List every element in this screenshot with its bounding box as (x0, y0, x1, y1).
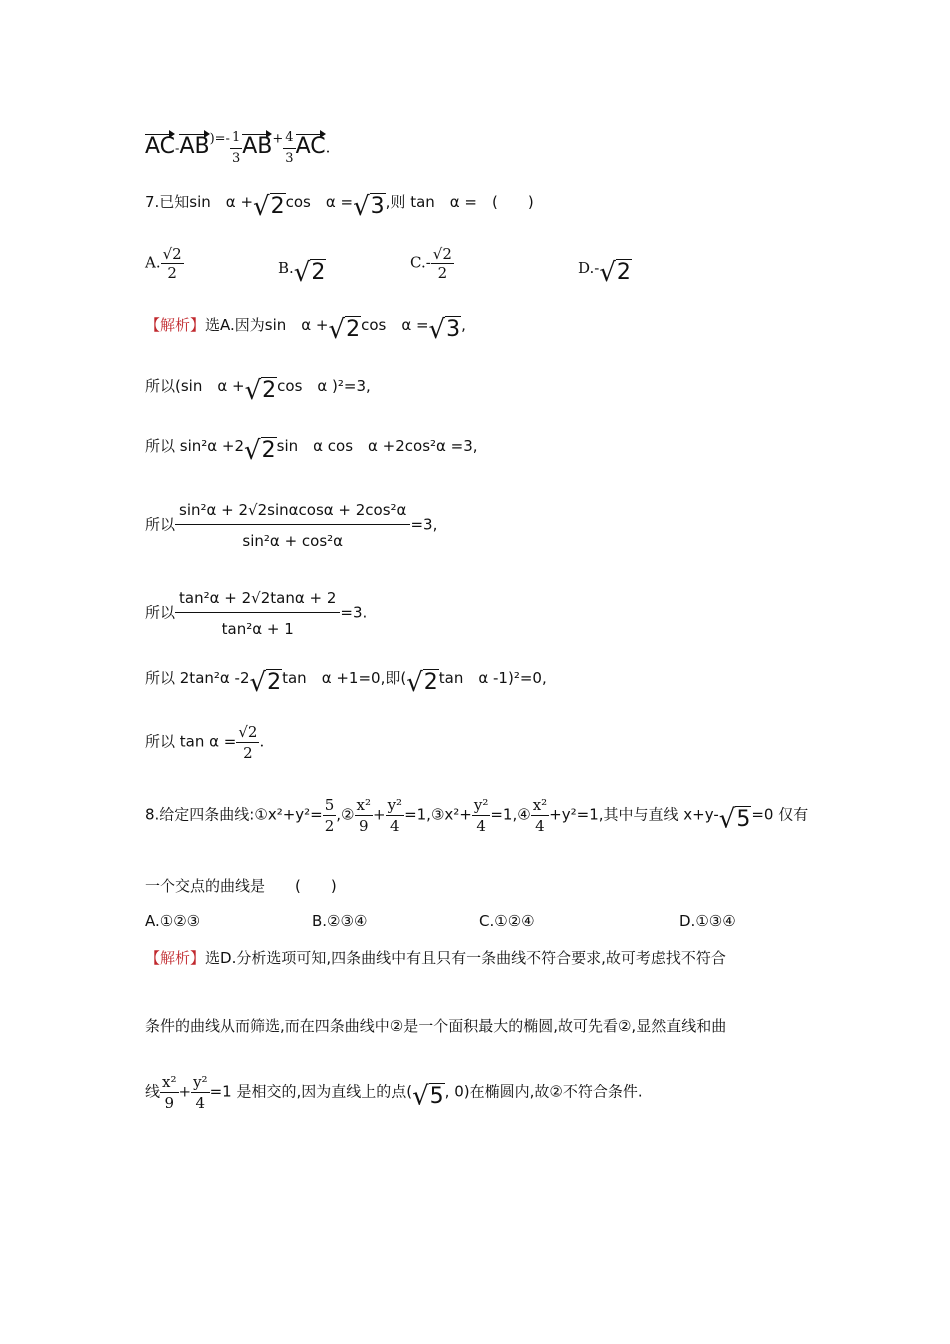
fraction-y2-4-b: $\frac{\text{y²}}{4}$ (473, 796, 489, 835)
fraction-y2-4: $\frac{\text{y²}}{4}$ (387, 796, 403, 835)
option-8c: C.①②④ (479, 912, 535, 930)
option-a: A. $\frac{√2}{2}$ (145, 245, 182, 282)
sqrt-icon: √ (244, 436, 261, 466)
fraction-x2-4: $\frac{\text{x²}}{4}$ (532, 796, 548, 835)
trig-fraction-2: $\frac{\text{tan²α + 2√2tanα + 2}}{\text{tan²α + 1}}$ (175, 588, 340, 639)
option-8d: D.①③④ (679, 912, 736, 930)
solution-8-line-1: 【解析】选D.分析选项可知,四条曲线中有且只有一条曲线不符合要求,故可考虑找不符合 (145, 949, 726, 967)
option-8a: A.①②③ (145, 912, 201, 930)
solution-7-line-2: 所以(sin α +√2cos α )²=3, (145, 376, 371, 406)
option-b: B.√2 (278, 258, 326, 288)
option-c: C.- $\frac{√2}{2}$ (410, 245, 452, 282)
sqrt-icon: √ (253, 192, 270, 222)
sqrt-icon: √ (293, 258, 311, 288)
sqrt-icon: √ (718, 804, 736, 835)
equals-text: )=- (209, 131, 230, 147)
solution-7-line-4: 所以 $\frac{\text{sin²α + 2√2sinαcosα + 2cos²α}}{\text{sin²α + cos²α}}$ =3, (145, 501, 438, 550)
sqrt-icon: √ (428, 315, 446, 345)
option-d: D.-√2 (578, 258, 631, 288)
solution-8-line-2: 条件的曲线从而筛选,而在四条曲线中②是一个面积最大的椭圆,故可先看②,显然直线和曲 (145, 1017, 727, 1035)
analysis-tag: 【解析】 (145, 316, 206, 334)
q7-mid-text: cos α = (285, 193, 354, 211)
vector-equation-line (145, 128, 330, 168)
fraction-one-third: $\frac{1}{3}$ (231, 130, 241, 166)
fraction-four-thirds: $\frac{4}{3}$ (285, 130, 294, 166)
fraction-x2-9: $\frac{\text{x²}}{9}$ (162, 1073, 177, 1112)
vector-ac-2: AC (296, 131, 326, 157)
sqrt-3: 3 (370, 194, 385, 219)
trig-fraction-1: $\frac{\text{sin²α + 2√2sinαcosα + 2cos²α}}{\text{sin²α + cos²α}}$ (175, 500, 410, 551)
plus-sign: + (272, 131, 284, 147)
vector-ab: AB (179, 131, 209, 157)
q7-lead-text: 7.已知sin α + (145, 193, 254, 211)
question-8-line-1: 8.给定四条曲线:①x²+y²= $\frac{5}{2}$ ,② $\frac{\text{x²}}{9}$ + $\frac{\text{y²}}{4}$ =1,③x²+ $\frac{\text{y²}}{4}$ =1,④ $\frac{\text{x²}}{4}$ +y²=1,其中与直线 x+y-√5=0 仅有 (145, 796, 809, 835)
sqrt-icon: √ (412, 1081, 429, 1112)
sqrt-2: 2 (270, 194, 285, 219)
question-7 (145, 192, 534, 222)
result-fraction: $\frac{√2}{2}$ (238, 723, 258, 762)
solution-7-line-7: 所以 tan α = $\frac{√2}{2}$ . (145, 723, 265, 762)
sqrt-icon: √ (599, 258, 616, 288)
fraction-five-halves: $\frac{5}{2}$ (324, 796, 335, 835)
minus-sign: - (175, 141, 180, 157)
sqrt-icon: √ (406, 668, 423, 698)
sqrt-icon: √ (353, 192, 370, 222)
solution-8-line-3: 线 $\frac{\text{x²}}{9}$ + $\frac{\text{y²}}{4}$ =1 是相交的,因为直线上的点(√5, 0)在椭圆内,故②不符合条件. (145, 1073, 643, 1112)
option-a-fraction: $\frac{√2}{2}$ (162, 245, 182, 282)
option-8b: B.②③④ (312, 912, 368, 930)
solution-7-line-3: 所以 sin²α +2√2sin α cos α +2cos²α =3, (145, 436, 478, 466)
vector-ac: AC (145, 131, 175, 157)
sqrt-icon: √ (328, 315, 346, 345)
solution-7-line-5: 所以 $\frac{\text{tan²α + 2√2tanα + 2}}{\text{tan²α + 1}}$ =3. (145, 589, 368, 638)
solution-7-line-1: 【解析】选A.因为sin α +√2cos α =√3, (145, 315, 466, 345)
sqrt-icon: √ (249, 668, 267, 698)
option-c-fraction: $\frac{√2}{2}$ (432, 245, 452, 282)
analysis-tag: 【解析】 (145, 949, 206, 967)
q7-tail-text: ,则 tan α = ( ) (385, 193, 534, 211)
fraction-x2-9: $\frac{\text{x²}}{9}$ (356, 796, 371, 835)
vector-ab-2: AB (242, 131, 272, 157)
period: . (325, 138, 331, 157)
sqrt-icon: √ (244, 376, 262, 406)
question-8-line-2: 一个交点的曲线是 ( ) (145, 877, 337, 895)
solution-7-line-6: 所以 2tan²α -2√2tan α +1=0,即(√2tan α -1)²=0, (145, 668, 547, 698)
fraction-y2-4: $\frac{\text{y²}}{4}$ (193, 1073, 208, 1112)
